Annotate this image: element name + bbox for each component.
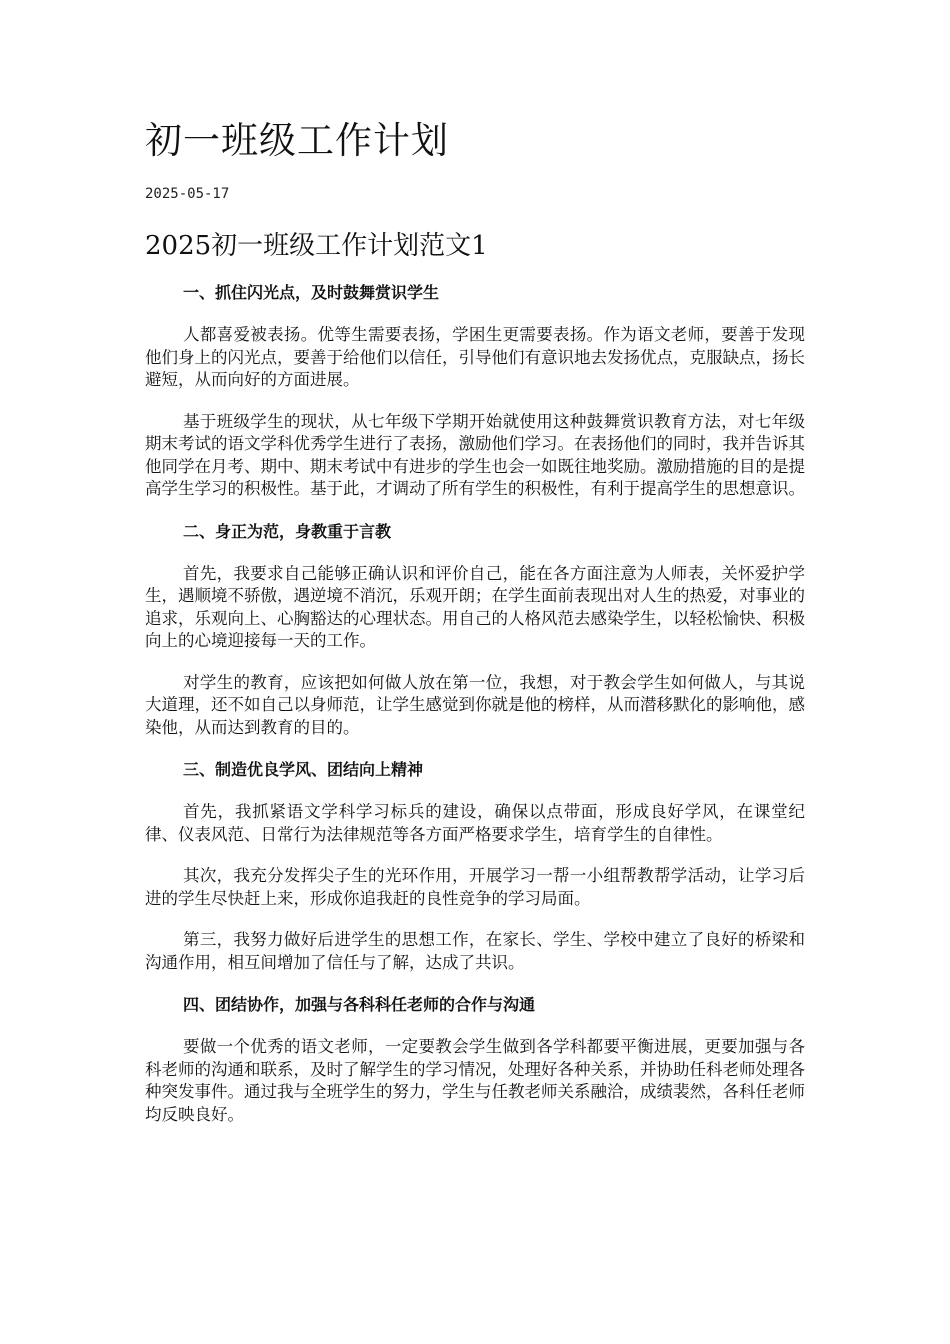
section-heading: 三、制造优良学风、团结向上精神 xyxy=(183,760,424,779)
paragraph: 首先，我要求自己能够正确认识和评价自己，能在各方面注意为人师表，关怀爱护学生，遇顺境不骄傲，遇逆境不消沉，乐观开朗；在学生面前表现出对人生的热爱，对事业的追求，乐观向上、心胸豁达的心理状态。用自己的人格风范去感染学生，以轻松愉快、积极向上的心境迎接每一天的工作。 xyxy=(145,563,805,650)
publish-date: 2025-05-17 xyxy=(145,186,230,202)
paragraph: 基于班级学生的现状，从七年级下学期开始就使用这种鼓舞赏识教育方法，对七年级期末考试的语文学科优秀学生进行了表扬，激励他们学习。在表扬他们的同时，我并告诉其他同学在月考、期中、期末考试中有进步的学生也会一如既往地奖励。激励措施的目的是提高学生学习的积极性。基于此，才调动了所有学生的积极性，有利于提高学生的思想意识。 xyxy=(145,411,805,498)
section-heading: 四、团结协作，加强与各科科任老师的合作与沟通 xyxy=(183,995,536,1014)
section-title: 2025初一班级工作计划范文1 xyxy=(145,231,488,261)
paragraph: 其次，我充分发挥尖子生的光环作用，开展学习一帮一小组帮教帮学活动，让学习后进的学生尽快赶上来，形成你追我赶的良性竞争的学习局面。 xyxy=(145,866,805,908)
section-heading: 二、身正为范，身教重于言教 xyxy=(183,521,392,541)
document-body xyxy=(145,281,805,1145)
section-heading: 一、抓住闪光点，及时鼓舞赏识学生 xyxy=(183,283,440,302)
paragraph: 对学生的教育，应该把如何做人放在第一位，我想，对于教会学生如何做人，与其说大道理，还不如自己以身师范，让学生感觉到你就是他的榜样，从而潜移默化的影响他，感染他，从而达到教育的目的。 xyxy=(145,672,805,737)
document-title: 初一班级工作计划 xyxy=(145,119,449,162)
paragraph: 第三，我努力做好后进学生的思想工作，在家长、学生、学校中建立了良好的桥梁和沟通作用，相互间增加了信任与了解，达成了共识。 xyxy=(145,930,805,972)
paragraph: 要做一个优秀的语文老师，一定要教会学生做到各学科都要平衡进展，更要加强与各科老师的沟通和联系，及时了解学生的学习情况，处理好各种关系，并协助任科老师处理各种突发事件。通过我与全班学生的努力，学生与任教老师关系融洽，成绩裴然，各科任老师均反映良好。 xyxy=(145,1037,805,1124)
paragraph: 首先，我抓紧语文学科学习标兵的建设，确保以点带面，形成良好学风，在课堂纪律、仪表风范、日常行为法律规范等各方面严格要求学生，培育学生的自律性。 xyxy=(145,802,805,844)
paragraph: 人都喜爱被表扬。优等生需要表扬，学困生更需要表扬。作为语文老师，要善于发现他们身上的闪光点，要善于给他们以信任，引导他们有意识地去发扬优点，克服缺点，扬长避短，从而向好的方面进展。 xyxy=(145,325,805,389)
